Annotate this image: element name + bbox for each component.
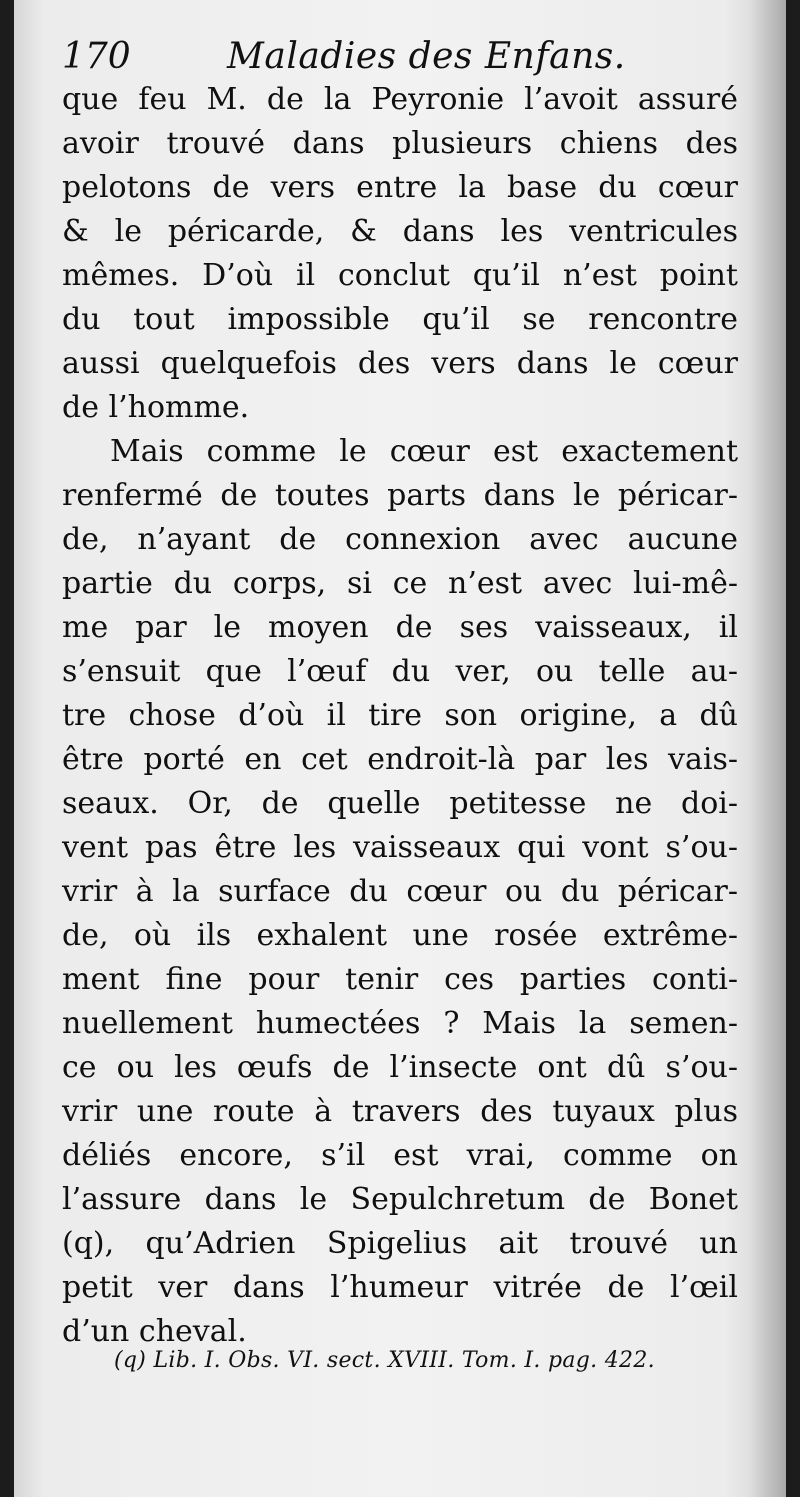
text-line: vrir à la surface du cœur ou du péricar-	[62, 874, 738, 909]
text-line: petit ver dans l’humeur vitrée de l’œil	[62, 1270, 738, 1305]
text-line: s’ensuit que l’œuf du ver, ou telle au-	[62, 654, 738, 689]
page-header	[62, 32, 732, 82]
text-line: ment fine pour tenir ces parties conti-	[62, 962, 738, 997]
text-line: de l’homme.	[62, 390, 250, 425]
text-line: ce ou les œufs de l’insecte ont dû s’ou-	[62, 1050, 738, 1085]
text-line: vent pas être les vaisseaux qui vont s’ou-	[62, 830, 738, 865]
text-line: avoir trouvé dans plusieurs chiens des	[62, 126, 738, 161]
text-line: du tout impossible qu’il se rencontre	[62, 302, 738, 337]
text-line: Mais comme le cœur est exactement	[110, 434, 738, 469]
text-line: d’un cheval.	[62, 1314, 247, 1349]
text-line: partie du corps, si ce n’est avec lui-mê-	[62, 566, 738, 601]
paragraph-1	[62, 78, 738, 430]
running-title: Maladies des Enfans.	[227, 36, 626, 77]
text-line: de, n’ayant de connexion avec aucune	[62, 522, 738, 557]
page-gutter-shadow	[748, 0, 786, 1497]
text-line: mêmes. D’où il conclut qu’il n’est point	[62, 258, 738, 293]
text-line: nuellement humectées ? Mais la semen-	[62, 1006, 738, 1041]
body-text	[62, 78, 738, 1354]
book-page	[14, 0, 786, 1497]
text-line: que feu M. de la Peyronie l’avoit assuré	[62, 82, 738, 117]
text-line: déliés encore, s’il est vrai, comme on	[62, 1138, 738, 1173]
text-line: tre chose d’où il tire son origine, a dû	[62, 698, 738, 733]
text-line: vrir une route à travers des tuyaux plus	[62, 1094, 738, 1129]
paragraph-2	[62, 430, 738, 1354]
text-line: me par le moyen de ses vaisseaux, il	[62, 610, 738, 645]
text-line: pelotons de vers entre la base du cœur	[62, 170, 738, 205]
text-line: (q), qu’Adrien Spigelius ait trouvé un	[62, 1226, 738, 1261]
page-number: 170	[62, 36, 131, 77]
text-line: l’assure dans le Sepulchretum de Bonet	[62, 1182, 738, 1217]
text-line: & le péricarde, & dans les ventricules	[62, 214, 738, 249]
text-line: de, où ils exhalent une rosée extrême-	[62, 918, 738, 953]
text-line: renfermé de toutes parts dans le péricar-	[62, 478, 738, 513]
text-line: être porté en cet endroit-là par les vais-	[62, 742, 738, 777]
text-line: seaux. Or, de quelle petitesse ne doi-	[62, 786, 738, 821]
footnote: (q) Lib. I. Obs. VI. sect. XVIII. Tom. I. pag. 422.	[114, 1348, 655, 1373]
text-line: aussi quelquefois des vers dans le cœur	[62, 346, 738, 381]
